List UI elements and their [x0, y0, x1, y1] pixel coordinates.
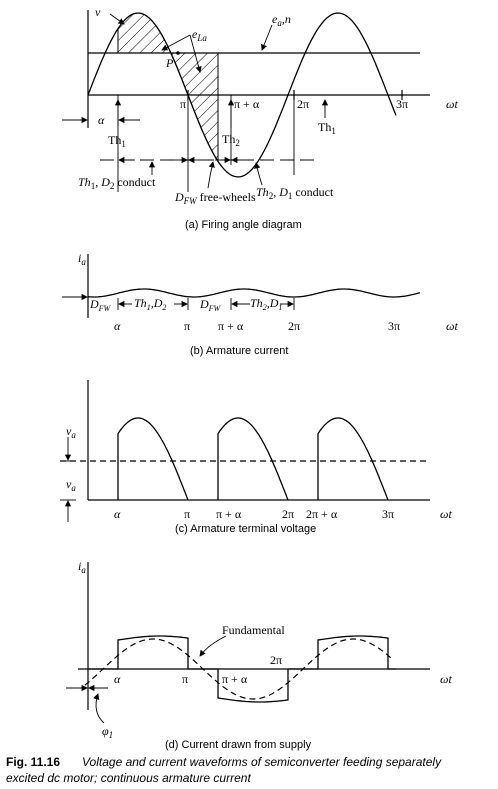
- c-two-pi-label: 2π: [282, 507, 295, 521]
- phi-leader: [96, 694, 104, 723]
- d-wt-label: ωt: [440, 672, 452, 686]
- v-leader: [110, 14, 124, 24]
- c-two-pi-alpha-label: 2π + α: [306, 507, 338, 521]
- b-dfw2-label: $D_{FW}$: [200, 297, 221, 313]
- ean-leader: [262, 25, 272, 50]
- fundamental-label: Fundamental: [222, 623, 285, 637]
- cond2-leader: [256, 163, 262, 185]
- b-wt-label: ωt: [446, 319, 458, 333]
- phi-label: $\varphi_1$: [102, 724, 114, 740]
- caption-c: (c) Armature terminal voltage: [175, 523, 317, 535]
- c-wt-label: ωt: [440, 507, 452, 521]
- c-three-pi-label: 3π: [382, 507, 395, 521]
- d-alpha-label: α: [114, 672, 121, 686]
- p-label: P: [166, 56, 174, 70]
- fundamental-leader: [200, 636, 226, 656]
- figure-title-line2: excited dc motor; continuous armature current: [6, 771, 251, 785]
- panel-a-firing-angle: [62, 5, 458, 231]
- c-pi-label: π: [184, 507, 191, 521]
- cond1-label: $Th_1$, $D_2$ conduct: [78, 175, 156, 191]
- d-ia-label: $i_a$: [78, 559, 86, 575]
- th1-label: $Th_1$: [108, 133, 126, 149]
- caption-a: (a) Firing angle diagram: [185, 219, 302, 231]
- figure-number: Fig. 11.16: [6, 755, 61, 769]
- c-pi-alpha-label: π + α: [216, 507, 242, 521]
- dfw-leader: [208, 162, 213, 188]
- alpha-label: α: [98, 113, 105, 127]
- panel-c-terminal-voltage: [60, 380, 452, 535]
- two-pi-label: 2π: [297, 97, 310, 111]
- th2-label: $Th_2$: [222, 132, 240, 148]
- d-pi-label: π: [182, 672, 189, 686]
- v-label: v: [95, 5, 101, 19]
- b-pi-alpha-label: π + α: [218, 319, 244, 333]
- ean-label: $e_a,n$: [272, 12, 291, 28]
- wt-label: ωt: [446, 97, 458, 111]
- cond2-label: $Th_2$, $D_1$ conduct: [256, 185, 334, 201]
- terminal-voltage-curve: [118, 418, 388, 500]
- caption-b: (b) Armature current: [190, 345, 289, 357]
- pi-label: π: [180, 97, 187, 111]
- b-alpha-label: α: [114, 319, 121, 333]
- b-two-pi-label: 2π: [288, 319, 301, 333]
- dfw-label: $D_{FW}$ free-wheels: [175, 190, 256, 206]
- c-va-bot-label: $v_a$: [66, 477, 76, 493]
- c-alpha-label: α: [114, 507, 121, 521]
- b-th1d2-label: $Th_1,D_2$: [134, 296, 167, 312]
- three-pi-label: 3π: [396, 97, 409, 111]
- pi-alpha-label: π + α: [234, 97, 260, 111]
- b-dfw1-label: $D_{FW}$: [90, 297, 111, 313]
- panel-b-armature-current: [62, 251, 458, 357]
- b-ia-label: $i_a$: [78, 251, 86, 267]
- figure-title-line1: Voltage and current waveforms of semiconverter feeding separately: [82, 755, 442, 769]
- figure-title: [6, 755, 442, 785]
- d-pi-alpha-label: π + α: [222, 672, 248, 686]
- b-th2d1-label: $Th_2,D_1$: [250, 296, 283, 312]
- b-three-pi-label: 3π: [388, 319, 401, 333]
- c-va-top-label: $v_a$: [66, 424, 76, 440]
- d-two-pi-label: 2π: [270, 653, 283, 667]
- point-p: [176, 51, 180, 55]
- ela-label: $e_{La}$: [192, 27, 207, 43]
- caption-d: (d) Current drawn from supply: [165, 739, 312, 751]
- panel-d-supply-current: [66, 559, 452, 751]
- b-pi-label: π: [184, 319, 191, 333]
- th1b-label: $Th_1$: [318, 120, 336, 136]
